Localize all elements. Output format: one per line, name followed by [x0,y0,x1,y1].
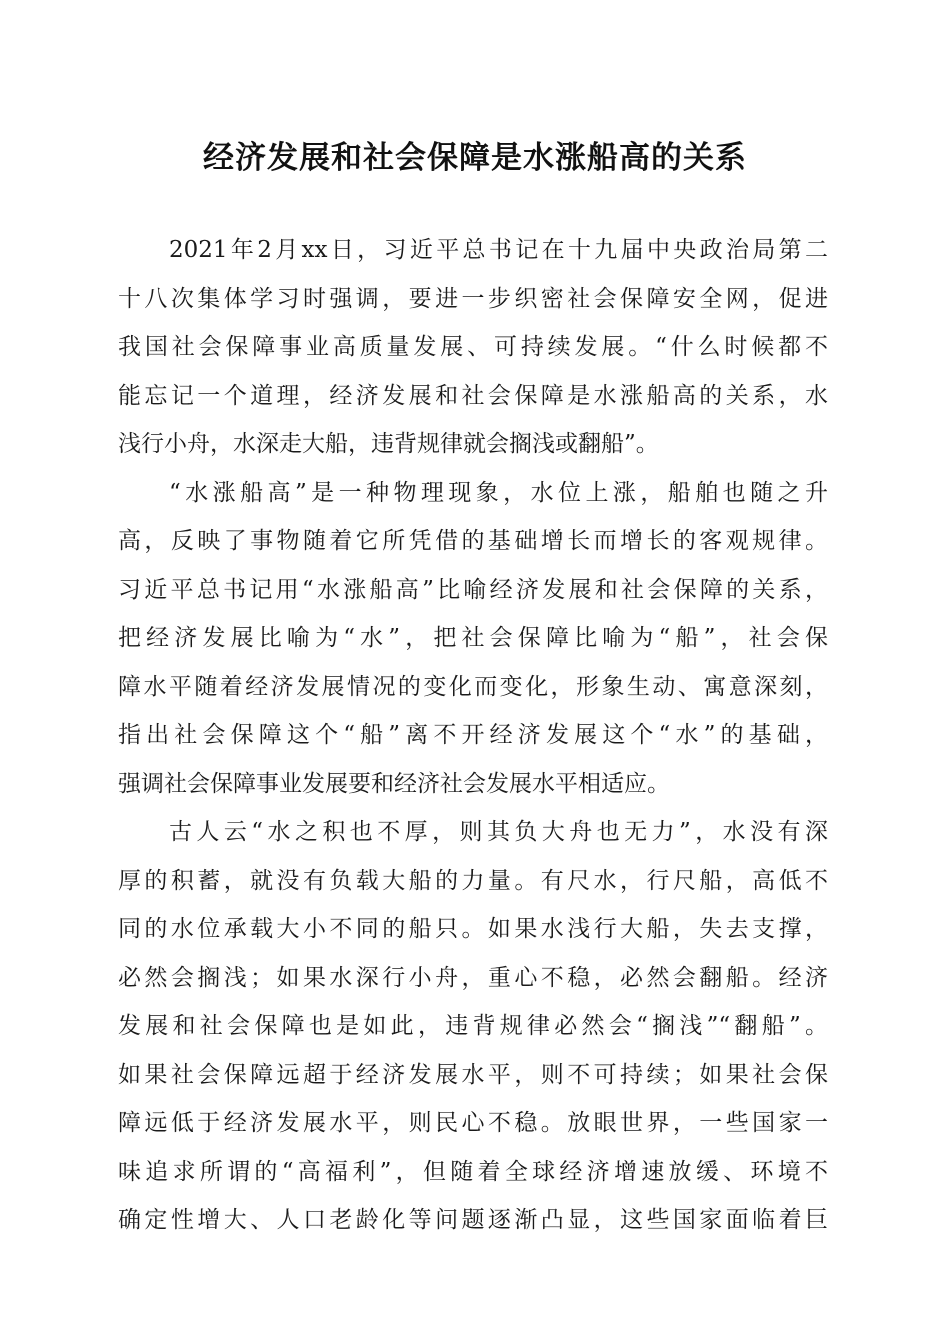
text-line: 障水平随着经济发展情况的变化而变化，形象生动、寓意深刻， [118,673,828,700]
text-line: 我国社会保障事业高质量发展、可持续发展。“什么时候都不 [118,334,828,360]
text-line: 发展和社会保障也是如此，违背规律必然会“搁浅”“翻船”。 [118,1013,828,1039]
text-line: 2021年2月xx日，习近平总书记在十九届中央政治局第二 [169,237,828,263]
text-line: 习近平总书记用“水涨船高”比喻经济发展和社会保障的关系， [118,576,828,603]
text-line: 厚的积蓄，就没有负载大船的力量。有尺水，行尺船，高低不 [118,867,828,894]
text-line: 指出社会保障这个“船”离不开经济发展这个“水”的基础， [118,722,828,748]
text-line: 必然会搁浅；如果水深行小舟，重心不稳，必然会翻船。经济 [118,964,828,991]
text-line: 高，反映了事物随着它所凭借的基础增长而增长的客观规律。 [118,528,828,554]
text-line: 能忘记一个道理，经济发展和社会保障是水涨船高的关系，水 [118,382,828,409]
text-line: “水涨船高”是一种物理现象，水位上涨，船舶也随之升 [169,479,828,506]
text-line: 把经济发展比喻为“水”，把社会保障比喻为“船”，社会保 [118,625,828,651]
text-line: 强调社会保障事业发展要和经济社会发展水平相适应。 [118,770,670,797]
document-body [118,226,828,1245]
text-line: 障远低于经济发展水平，则民心不稳。放眼世界，一些国家一 [118,1110,828,1136]
text-line: 古人云“水之积也不厚，则其负大舟也无力”，水没有深 [169,819,828,845]
text-line: 味追求所谓的“高福利”，但随着全球经济增速放缓、环境不 [118,1158,828,1185]
text-line: 确定性增大、人口老龄化等问题逐渐凸显，这些国家面临着巨 [118,1207,828,1233]
text-line: 同的水位承载大小不同的船只。如果水浅行大船，失去支撑， [118,916,828,942]
text-line: 十八次集体学习时强调，要进一步织密社会保障安全网，促进 [118,285,828,312]
text-line: 如果社会保障远超于经济发展水平，则不可持续；如果社会保 [118,1061,828,1088]
text-line: 浅行小舟，水深走大船，违背规律就会搁浅或翻船”。 [118,431,659,457]
document-title: 经济发展和社会保障是水涨船高的关系 [203,140,747,176]
